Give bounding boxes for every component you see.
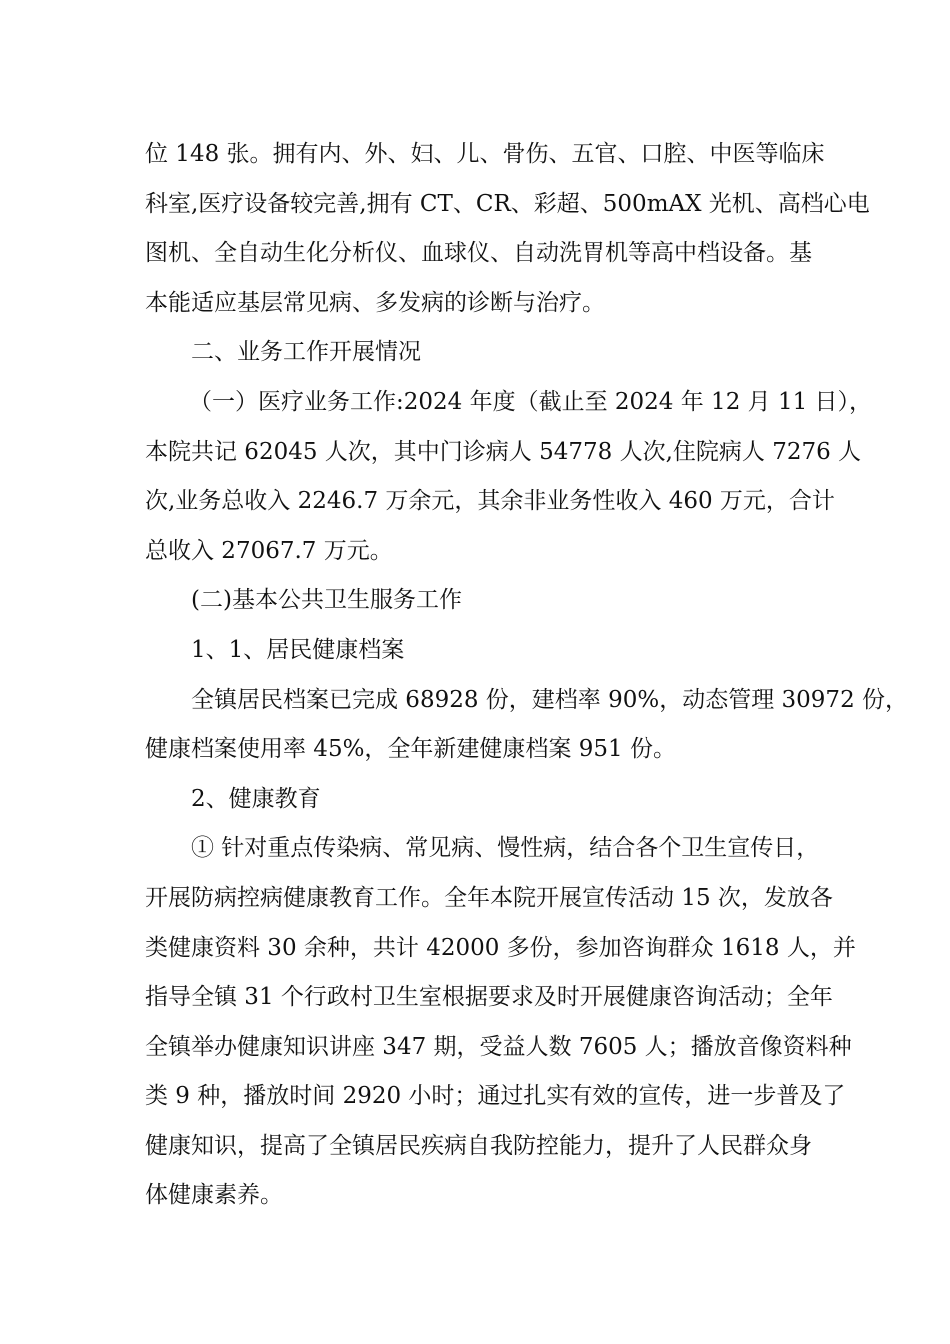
paragraph-line: 开展防病控病健康教育工作。全年本院开展宣传活动 15 次，发放各 — [145, 884, 833, 911]
paragraph-line: 本能适应基层常见病、多发病的诊断与治疗。 — [145, 289, 605, 316]
document-body — [145, 130, 909, 1221]
paragraph-line: 科室,医疗设备较完善,拥有 CT、CR、彩超、500mAX 光机、高档心电 — [145, 190, 870, 217]
paragraph-line: 体健康素养。 — [145, 1182, 283, 1209]
paragraph-line: 次,业务总收入 2246.7 万余元，其余非业务性收入 460 万元，合计 — [145, 488, 835, 515]
paragraph-line: 全镇举办健康知识讲座 347 期，受益人数 7605 人；播放音像资料种 — [145, 1033, 852, 1060]
paragraph-line: 类 9 种，播放时间 2920 小时；通过扎实有效的宣传，进一步普及了 — [145, 1083, 846, 1110]
subsection-heading: (二)基本公共卫生服务工作 — [191, 587, 462, 614]
item-heading: 2、健康教育 — [191, 785, 321, 812]
paragraph-line: 位 148 张。拥有内、外、妇、儿、骨伤、五官、口腔、中医等临床 — [145, 141, 825, 167]
paragraph-line: 图机、全自动生化分析仪、血球仪、自动洗胃机等高中档设备。基 — [145, 240, 812, 267]
paragraph-line: 本院共记 62045 人次，其中门诊病人 54778 人次,住院病人 7276 人 — [145, 438, 862, 465]
paragraph-line: 全镇居民档案已完成 68928 份，建档率 90%，动态管理 30972 份， — [191, 686, 909, 713]
paragraph-line: ① 针对重点传染病、常见病、慢性病，结合各个卫生宣传日， — [191, 835, 820, 862]
paragraph-line: 总收入 27067.7 万元。 — [145, 537, 393, 564]
paragraph-line: 健康知识，提高了全镇居民疾病自我防控能力，提升了人民群众身 — [145, 1132, 812, 1159]
paragraph-line: 类健康资料 30 余种，共计 42000 多份，参加咨询群众 1618 人，并 — [145, 934, 856, 961]
paragraph-line: 健康档案使用率 45%，全年新建健康档案 951 份。 — [145, 736, 676, 763]
subsection-heading: （一）医疗业务工作:2024 年度（截止至 2024 年 12 月 11 日）， — [189, 388, 873, 415]
paragraph-line: 指导全镇 31 个行政村卫生室根据要求及时开展健康咨询活动；全年 — [145, 984, 833, 1011]
item-heading: 1、1、居民健康档案 — [191, 636, 405, 663]
section-heading: 二、业务工作开展情况 — [191, 339, 421, 366]
